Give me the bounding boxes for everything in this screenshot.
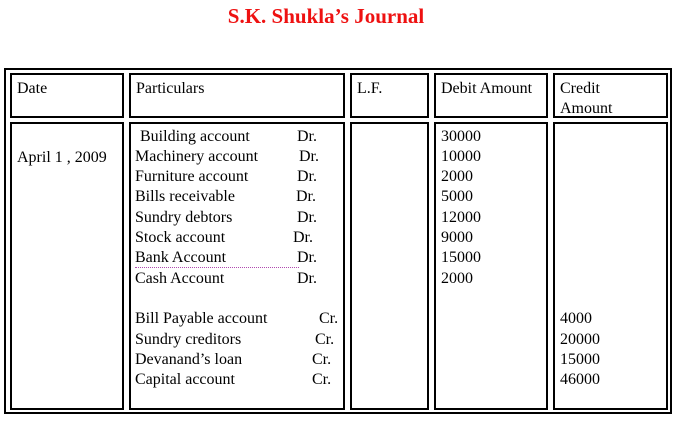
credit-mark: Cr.	[319, 310, 339, 327]
entry-date: April 1 , 2009	[17, 149, 107, 166]
header-particulars	[129, 73, 345, 118]
debit-amount: 12000	[441, 209, 481, 226]
header-lf	[350, 73, 429, 118]
credit-account: Sundry creditors	[135, 331, 242, 348]
credit-amount: 20000	[560, 331, 600, 348]
debit-account: Stock account	[135, 229, 226, 246]
debit-amount: 15000	[441, 249, 481, 266]
debit-account: Furniture account	[135, 168, 249, 185]
header-date	[10, 73, 124, 118]
debit-amount: 2000	[441, 270, 473, 287]
header-debit-label: Debit Amount	[441, 80, 533, 97]
page-title: S.K. Shukla’s Journal	[227, 4, 425, 28]
header-credit	[553, 73, 668, 118]
credit-amount: 4000	[560, 310, 592, 327]
header-credit-label-line1: Credit	[560, 80, 600, 97]
credit-mark: Cr.	[312, 351, 332, 368]
credit-amount: 46000	[560, 371, 600, 388]
body-lf-cell	[350, 122, 429, 410]
credit-account: Capital account	[135, 371, 235, 388]
credit-amount: 15000	[560, 351, 600, 368]
debit-mark: Dr.	[297, 128, 317, 145]
header-lf-label: L.F.	[357, 80, 383, 97]
body-date-cell	[10, 122, 124, 410]
debit-account: Machinery account	[135, 148, 259, 165]
debit-mark: Dr.	[296, 188, 316, 205]
credit-mark: Cr.	[312, 371, 332, 388]
debit-mark: Dr.	[299, 148, 319, 165]
debit-mark: Dr.	[297, 249, 317, 266]
debit-amount: 9000	[441, 229, 473, 246]
credit-account: Devanand’s loan	[135, 351, 243, 368]
debit-account: Bank Account	[135, 249, 227, 266]
debit-mark: Dr.	[293, 229, 313, 246]
body-particulars-cell	[129, 122, 345, 410]
debit-account: Cash Account	[135, 270, 225, 287]
body-credit-cell	[553, 122, 668, 410]
header-date-label: Date	[17, 80, 48, 97]
debit-amount: 30000	[441, 128, 481, 145]
debit-mark: Dr.	[297, 270, 317, 287]
debit-amount: 10000	[441, 148, 481, 165]
debit-amount: 5000	[441, 188, 473, 205]
credit-mark: Cr.	[315, 331, 335, 348]
debit-amount: 2000	[441, 168, 473, 185]
debit-mark: Dr.	[297, 168, 317, 185]
header-credit-label-line2: Amount	[560, 100, 613, 117]
debit-mark: Dr.	[297, 209, 317, 226]
header-debit	[434, 73, 548, 118]
debit-account: Building account	[140, 128, 250, 145]
header-particulars-label: Particulars	[136, 80, 205, 97]
credit-account: Bill Payable account	[135, 310, 268, 327]
debit-account: Bills receivable	[135, 188, 235, 205]
body-debit-cell	[434, 122, 548, 410]
debit-account: Sundry debtors	[135, 209, 233, 226]
